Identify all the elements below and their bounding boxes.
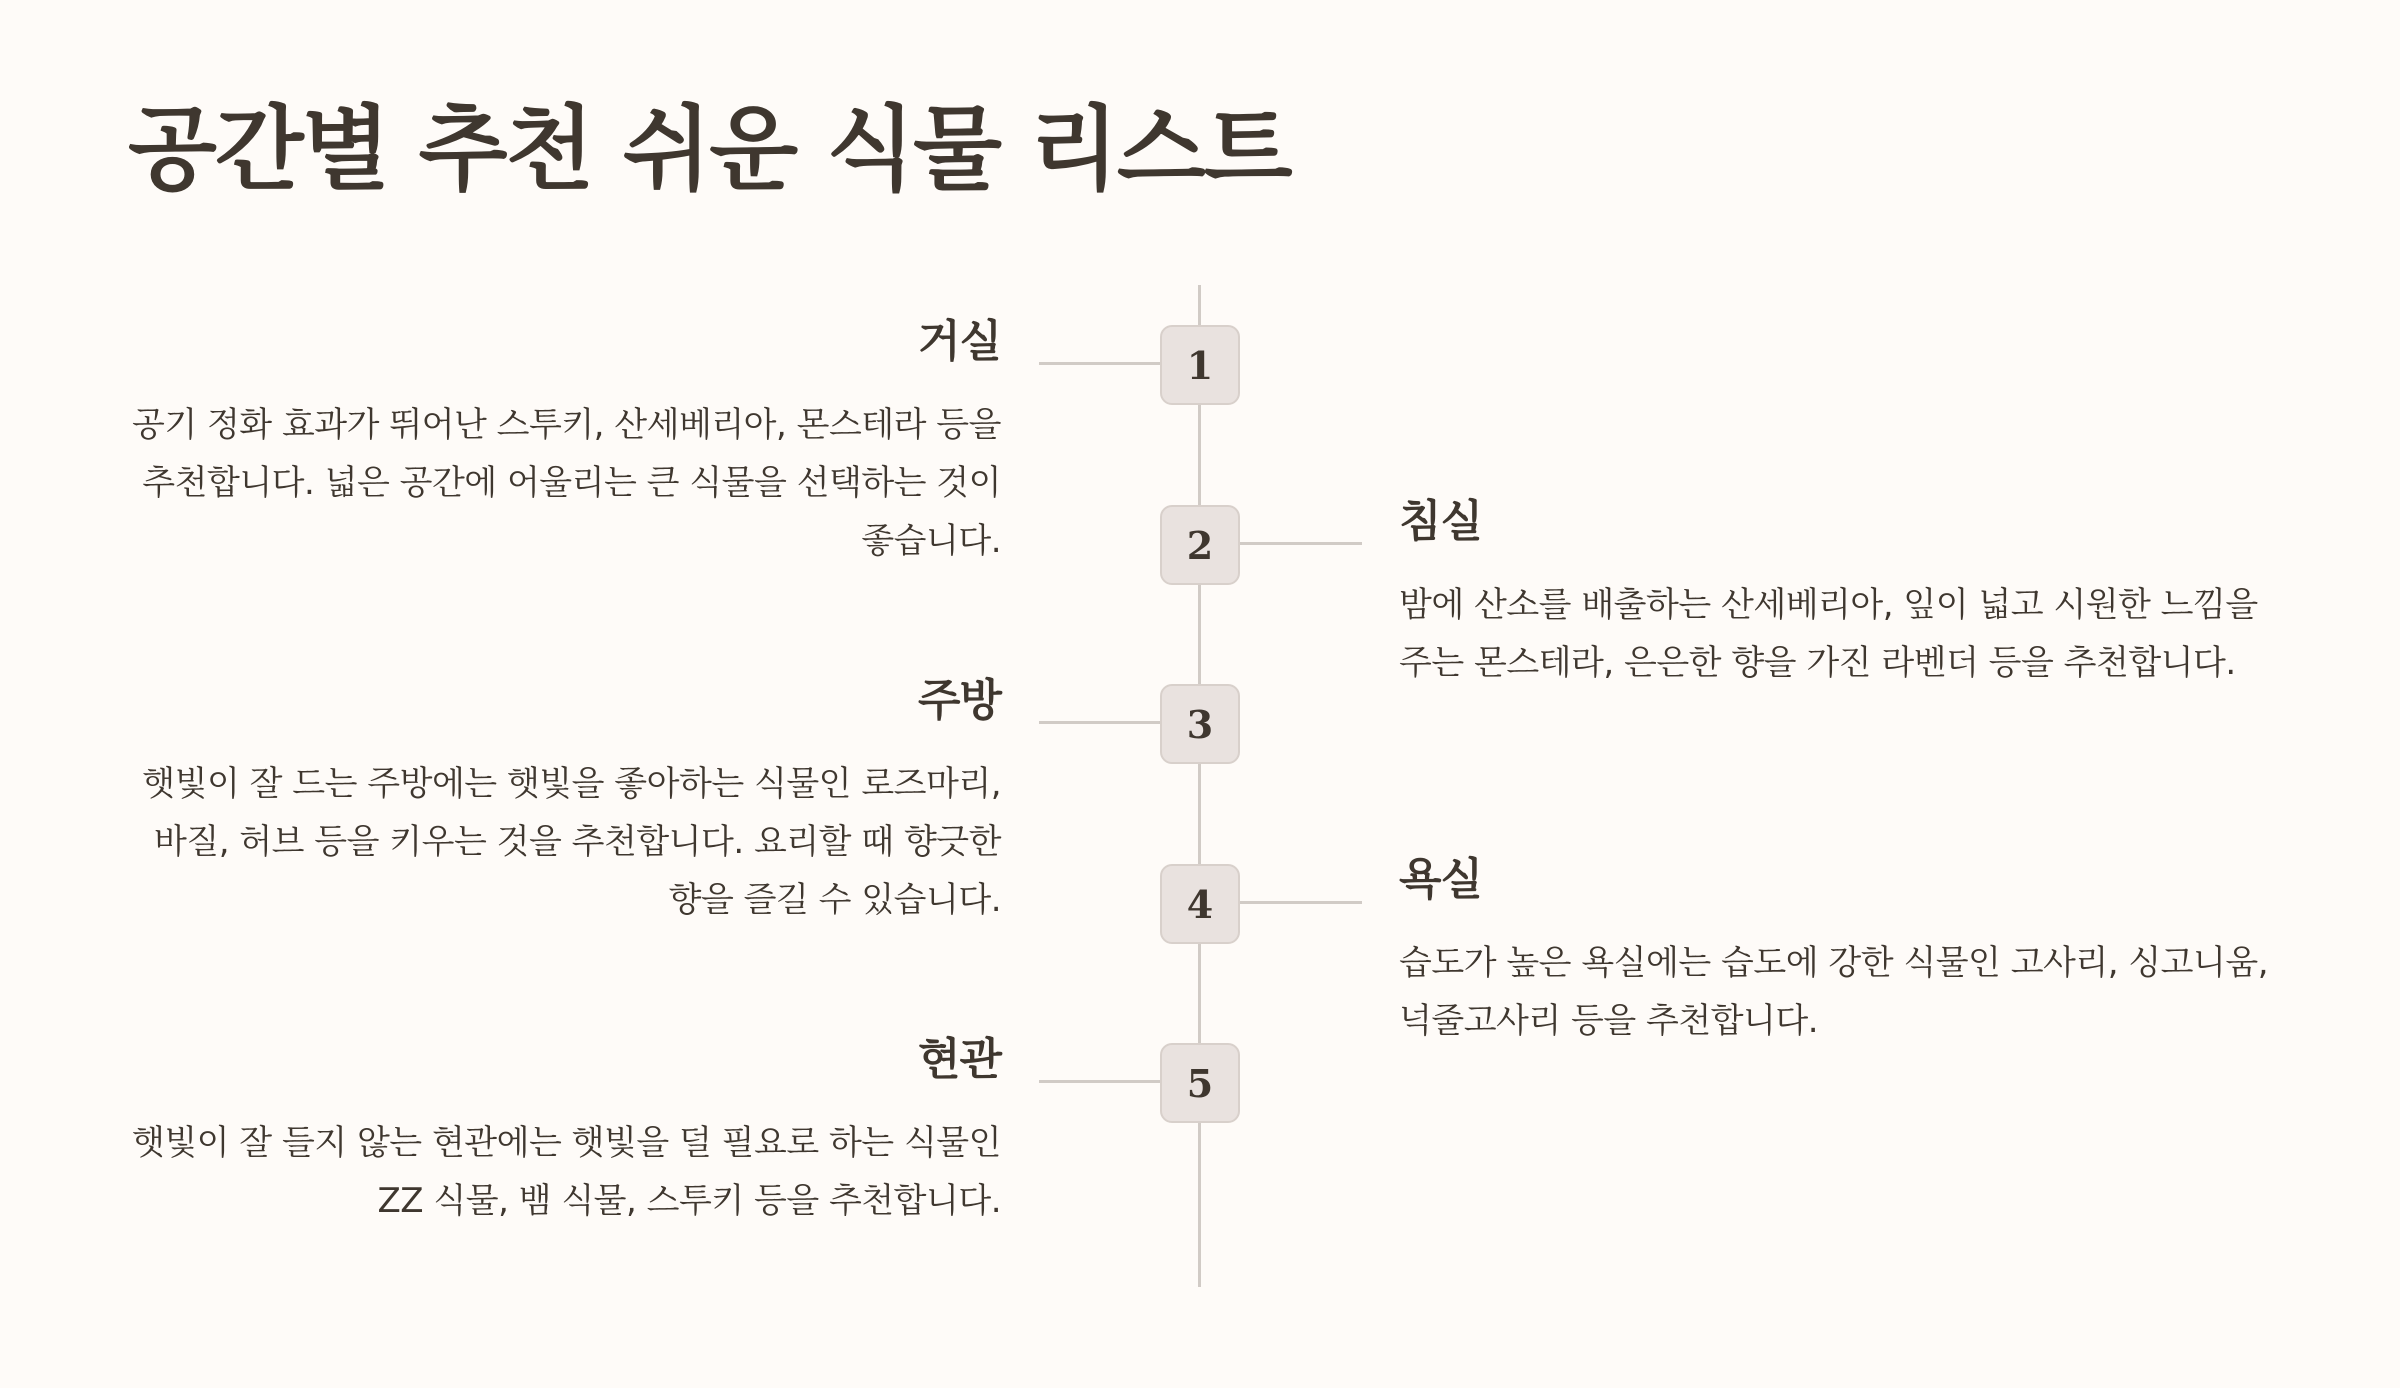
step-description: 햇빛이 잘 드는 주방에는 햇빛을 좋아하는 식물인 로즈마리, 바질, 허브 등을 키우는 것을 추천합니다. 요리할 때 향긋한 향을 즐길 수 있습니다. [142, 764, 1001, 920]
step-entry-entrance [128, 1032, 1001, 1230]
page-title: 공간별 추천 쉬운 식물 리스트 [128, 96, 1291, 203]
step-entry-living-room [128, 314, 1001, 570]
step-description: 햇빛이 잘 들지 않는 현관에는 햇빛을 덜 필요로 하는 식물인 ZZ 식물, 뱀 식물, 스투키 등을 추천합니다. [131, 1123, 1001, 1221]
step-badge-4: 4 [1160, 864, 1240, 944]
step-description: 습도가 높은 욕실에는 습도에 강한 식물인 고사리, 싱고니움, 넉줄고사리 등을 추천합니다. [1399, 943, 2269, 1041]
step-title: 침실 [1399, 496, 1483, 547]
step-title: 거실 [917, 316, 1001, 367]
connector-2 [1240, 542, 1362, 545]
step-title: 현관 [917, 1034, 1001, 1085]
step-badge-3: 3 [1160, 684, 1240, 764]
step-badge-5: 5 [1160, 1043, 1240, 1123]
step-badge-1: 1 [1160, 325, 1240, 405]
step-description: 공기 정화 효과가 뛰어난 스투키, 산세베리아, 몬스테라 등을 추천합니다. 넓은 공간에 어울리는 큰 식물을 선택하는 것이 좋습니다. [131, 405, 1001, 561]
timeline-line [1198, 285, 1201, 1287]
step-badge-2: 2 [1160, 505, 1240, 585]
step-entry-bedroom [1399, 494, 2279, 692]
connector-4 [1240, 901, 1362, 904]
step-description: 밤에 산소를 배출하는 산세베리아, 잎이 넓고 시원한 느낌을 주는 몬스테라, 은은한 향을 가진 라벤더 등을 추천합니다. [1399, 585, 2258, 683]
step-entry-kitchen [128, 673, 1001, 929]
connector-1 [1039, 362, 1161, 365]
step-title: 주방 [917, 675, 1001, 726]
step-entry-bathroom [1399, 852, 2279, 1050]
connector-5 [1039, 1080, 1161, 1083]
connector-3 [1039, 721, 1161, 724]
step-title: 욕실 [1399, 854, 1483, 905]
